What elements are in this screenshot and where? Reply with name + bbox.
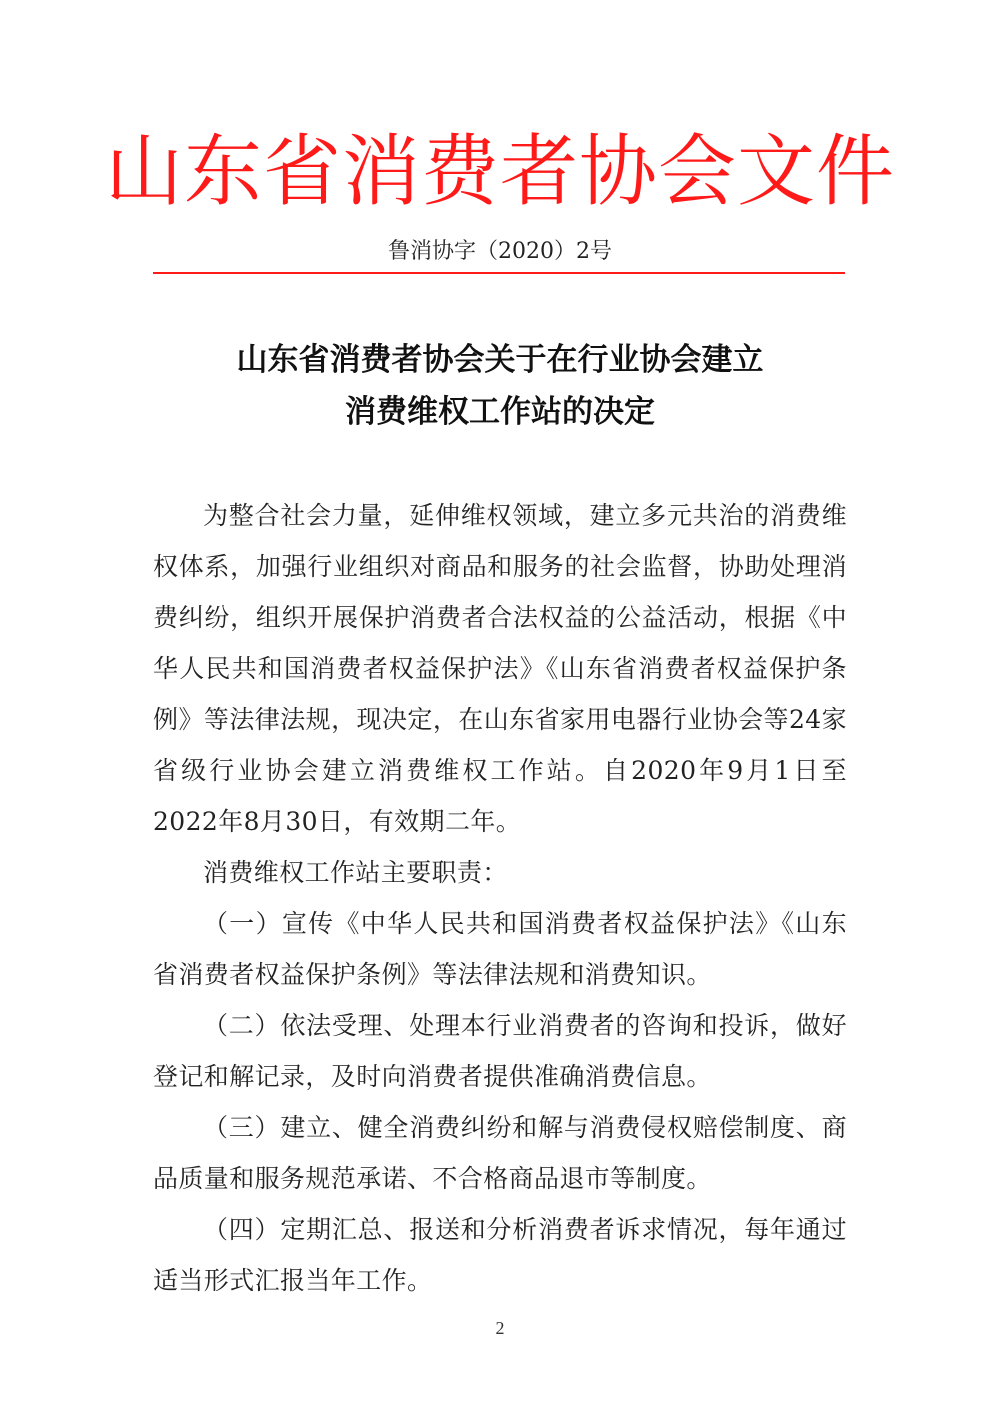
document-title-line-1: 山东省消费者协会关于在行业协会建立 (236, 342, 764, 378)
body-paragraph-duties-heading: 消费维权工作站主要职责： (203, 858, 508, 887)
document-number: 鲁消协字（2020）2号 (388, 239, 612, 264)
body-paragraph-duty-2: （二）依法受理、处理本行业消费者的咨询和投诉，做好登记和解记录，及时向消费者提供准确消费信息。 (153, 1011, 847, 1091)
body-paragraph-intro: 为整合社会力量，延伸维权领域，建立多元共治的消费维权体系，加强行业组织对商品和服务的社会监督，协助处理消费纠纷，组织开展保护消费者合法权益的公益活动，根据《中华人民共和国消费者权益保护法》《山东省消费者权益保护条例》等法律法规，现决定，在山东省家用电器行业协会等24家省级行业协会建立消费维权工作站。自2020年9月1日至2022年8月30日，有效期二年。 (153, 501, 847, 836)
document-title-line-2: 消费维权工作站的决定 (345, 394, 655, 430)
document-title (0, 334, 1000, 438)
page-number: 2 (495, 1318, 505, 1338)
body-paragraph-duty-4: （四）定期汇总、报送和分析消费者诉求情况，每年通过适当形式汇报当年工作。 (153, 1215, 847, 1295)
masthead-title: 山东省消费者协会文件 (104, 127, 895, 217)
body-paragraph-duty-1: （一）宣传《中华人民共和国消费者权益保护法》《山东省消费者权益保护条例》等法律法规和消费知识。 (153, 909, 847, 989)
body-paragraph-duty-3: （三）建立、健全消费纠纷和解与消费侵权赔偿制度、商品质量和服务规范承诺、不合格商品退市等制度。 (153, 1113, 847, 1193)
red-divider-line (153, 272, 845, 274)
document-body (153, 490, 847, 1306)
